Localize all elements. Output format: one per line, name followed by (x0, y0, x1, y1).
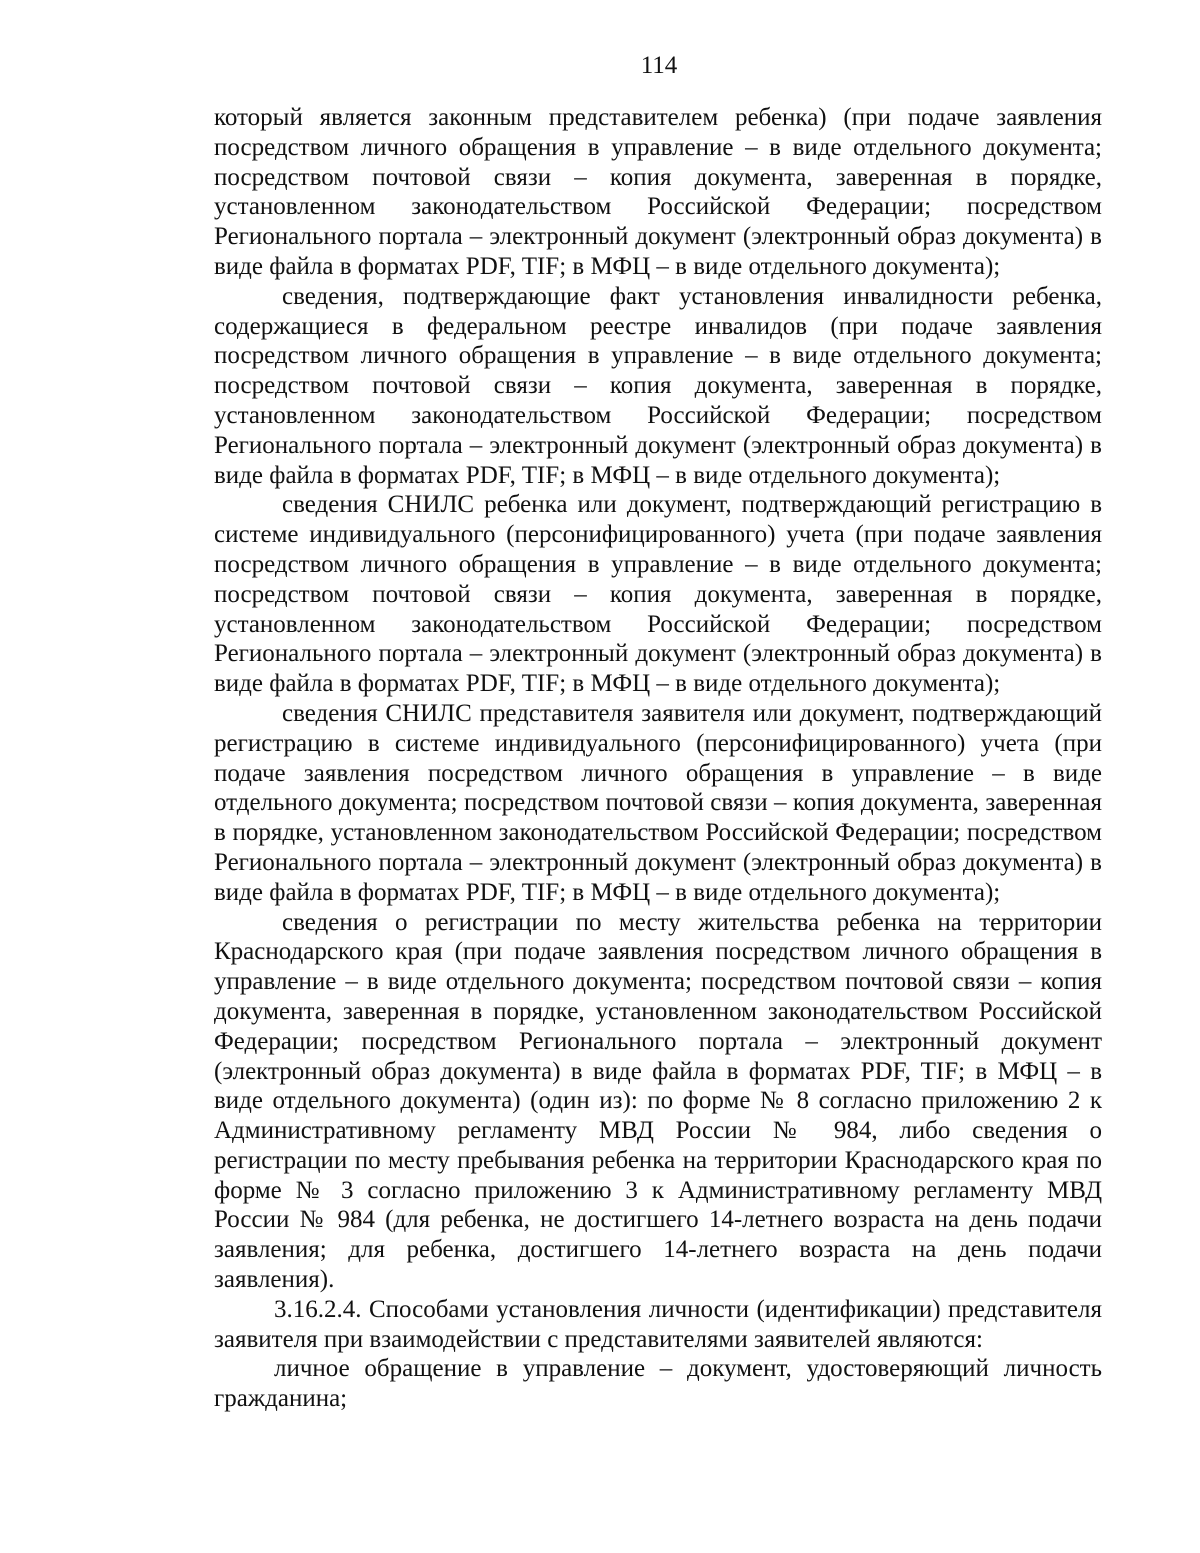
paragraph-continuation: который является законным представителем ребенка) (при подаче заявления посредством личного обращения в управление – в виде отдельного документа; посредством почтовой связи – копия документа, заверенная в порядке, установленном законодательством Российской Федерации; посредством Регионального портала – электронный документ (электронный образ документа) в виде файла в форматах PDF, TIF; в МФЦ – в виде отдельного документа); (214, 104, 1102, 280)
paragraph-representative-snils: сведения СНИЛС представителя заявителя или документ, подтверждающий регистрацию в системе индивидуального (персонифицированного) учета (при подаче заявления посредством личного обращения в управление – в виде отдельного документа; посредством почтовой связи – копия документа, заверенная в порядке, установленном законодательством Российской Федерации; посредством Регионального портала – электронный документ (электронный образ документа) в виде файла в форматах PDF, TIF; в МФЦ – в виде отдельного документа); (214, 699, 1102, 906)
paragraph-disability-info: сведения, подтверждающие факт установления инвалидности ребенка, содержащиеся в федеральном реестре инвалидов (при подаче заявления посредством личного обращения в управление – в виде отдельного документа; посредством почтовой связи – копия документа, заверенная в порядке, установленном законодательством Российской Федерации; посредством Регионального портала – электронный документ (электронный образ документа) в виде файла в форматах PDF, TIF; в МФЦ – в виде отдельного документа); (214, 282, 1102, 489)
page-number: 114 (640, 52, 678, 79)
paragraph-section-3-16-2-4: 3.16.2.4. Способами установления личности (идентификации) представителя заявителя при взаимодействии с представителями заявителей являются: (214, 1295, 1102, 1353)
paragraph-child-snils: сведения СНИЛС ребенка или документ, подтверждающий регистрацию в системе индивидуального (персонифицированного) учета (при подаче заявления посредством личного обращения в управление – в виде отдельного документа; посредством почтовой связи – копия документа, заверенная в порядке, установленном законодательством Российской Федерации; посредством Регионального портала – электронный документ (электронный образ документа) в виде файла в форматах PDF, TIF; в МФЦ – в виде отдельного документа); (214, 491, 1102, 698)
paragraph-personal-appeal: личное обращение в управление – документ, удостоверяющий личность гражданина; (214, 1355, 1102, 1413)
document-body (214, 103, 1102, 1414)
paragraph-registration-info: сведения о регистрации по месту жительства ребенка на территории Краснодарского края (при подаче заявления посредством личного обращения в управление – в виде отдельного документа; посредством почтовой связи – копия документа, заверенная в порядке, установленном законодательством Российской Федерации; посредством Регионального портала – электронный документ (электронный образ документа) в виде файла в форматах PDF, TIF; в МФЦ – в виде отдельного документа) (один из): по форме № 8 согласно приложению 2 к Административному регламенту МВД России № 984, либо сведения о регистрации по месту пребывания ребенка на территории Краснодарского края по форме № 3 согласно приложению 3 к Административному регламенту МВД России № 984 (для ребенка, не достигшего 14-летнего возраста на день подачи заявления; для ребенка, достигшего 14-летнего возраста на день подачи заявления). (214, 908, 1102, 1294)
